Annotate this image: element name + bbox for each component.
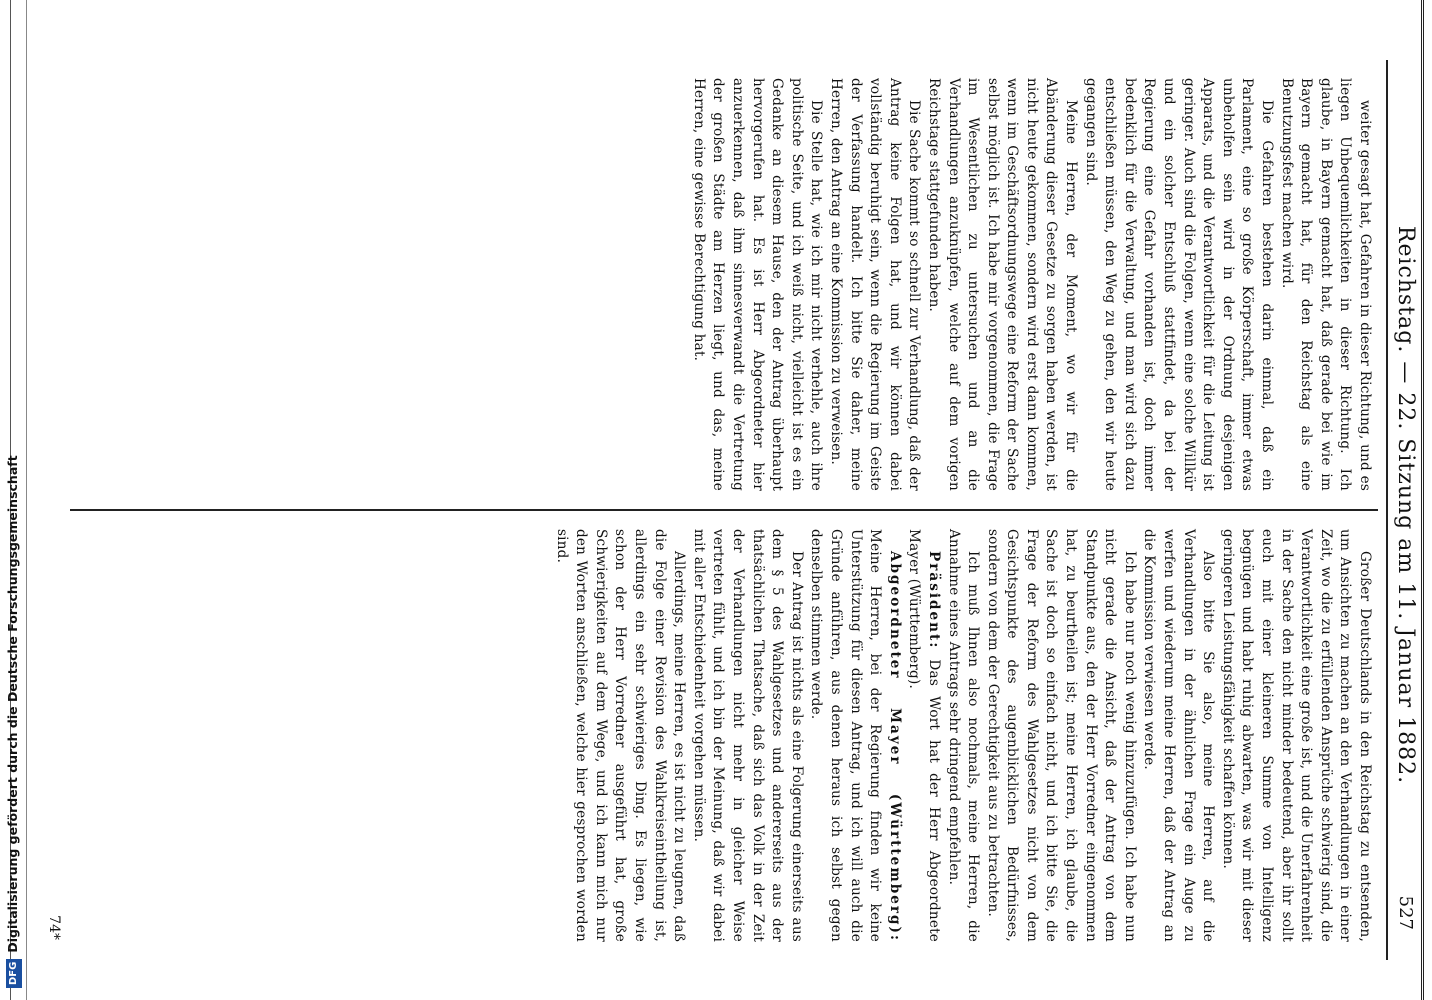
top-rule xyxy=(1421,0,1432,1000)
paragraph: Also bitte Sie also, meine Herren, auf die Verhandlungen in der ähnlichen Frage ein Auge zu werfen und wiederum meine Herren, daß der Antrag an die Kommission verwiesen werde. xyxy=(1141,529,1217,942)
speaker-label: Abgeordneter Mayer (Württemberg): xyxy=(886,551,903,942)
left-column xyxy=(70,60,1382,509)
president-label: Präsident: xyxy=(925,551,942,650)
paragraph: Ich habe nur noch wenig hinzuzufügen. Ich habe nun nicht gerade die Ansicht, daß der Antrag von dem Standpunkte aus, den der Herr Vorredner eingenommen hat, zu beurtheilen ist; meine Herren, ich glaube, die Sache ist doch so einfach nicht, und ich bitte Sie, die Frage der Reform des Wahlgesetzes nicht von dem Gesichtspunkte des augenblicklichen Bedürfnisses, sondern von dem der Gerechtigkeit aus zu betrachten. xyxy=(984,529,1138,942)
paragraph: Allerdings, meine Herren, es ist nicht zu leugnen, daß die Folge einer Revision des Wahlkreiseintheilung ist, allerdings ein sehr schwieriges Ding. Es liegen, wie schon der Herr Vorredner ausgeführt hat, große Schwierigkeiten auf dem Wege, und ich kann mich nur den Worten anschließen, welche hier gesprochen worden sind. xyxy=(553,529,688,942)
speaker-paragraph xyxy=(806,529,904,942)
paragraph: Der Antrag ist nichts als eine Folgerung einerseits aus dem § 5 des Wahlgesetzes und andererseits aus der thatsächlichen Thatsache, daß sich das Volk in der Zeit der Verhandlungen nicht mehr in gleicher Weise vertreten fühlt, und ich bin der Meinung, daß wir dabei mit aller Entschiedenheit vorgehen müssen. xyxy=(690,529,805,942)
page-title: Reichstag. — 22. Sitzung am 11. Januar 1882. xyxy=(1393,225,1419,785)
credit-strip xyxy=(2,0,28,1000)
dfg-logo: DFG xyxy=(6,959,22,988)
paragraph: Die Sache kommt so schnell zur Verhandlung, daß der Antrag keine Folgen hat, und wir können dabei vollständig beruhigt sein, wenn die Regierung im Geiste der Verfassung handelt. Ich bitte Sie daher, meine Herren, den Antrag an eine Kommission zu verweisen. xyxy=(827,78,923,491)
paragraph: Ich muß Ihnen also nochmals, meine Herren, die Annahme eines Antrags sehr dringend empfehlen. xyxy=(945,529,982,942)
sheet-signature: 74* xyxy=(46,915,62,940)
header-rule xyxy=(1386,60,1388,960)
right-column xyxy=(70,511,1382,960)
page-number: 527 xyxy=(1395,895,1417,930)
president-paragraph xyxy=(904,529,943,942)
speaker-text: Meine Herren, bei der Regierung finden wir keine Unterstützung für diesen Antrag, und ich will auch die Gründe anführen, aus denen heraus ich selbst gegen denselben stimmen werde. xyxy=(808,529,884,942)
text-columns xyxy=(70,60,1382,960)
paragraph: weiter gesagt hat, Gefahren in dieser Richtung, und es liegen Unbequemlichkeiten in dieser Richtung. Ich glaube, in Bayern gemacht hat, daß gerade bei wie im Bayern gemacht hat, für den Reichstag als eine Benutzungsfest machen wird. xyxy=(1278,78,1373,491)
paragraph: Meine Herren, der Moment, wo wir für die Abänderung dieser Gesetze zu sorgen haben werden, ist nicht heute gekommen, sondern wird erst dann kommen, wenn im Geschäftsordnungswege eine Reform der Sache selbst möglich ist. Ich habe mir vorgenommen, die Frage im Wesentlichen zu untersuchen und an die Verhandlungen anzuknüpfen, welche auf dem vorigen Reichstage stattgefunden haben. xyxy=(925,78,1080,491)
paragraph: Die Stelle hat, wie ich mir nicht verhehle, auch ihre politische Seite, und ich weiß nicht, vielleicht ist es ein Gedanke an diesem Hause, den der Antrag überhaupt hervorgerufen hat. Es ist Herr Abgeordneter hier anzuerkennen, daß ihm sinnesverwandt die Vertretung der großen Städte am Herzen liegt, und das, meine Herren, eine gewisse Berechtigung hat. xyxy=(690,78,825,491)
credit-line xyxy=(2,8,24,1000)
paragraph: Die Gefahren bestehen darin einmal, daß ein Parlament, eine so große Körperschaft, immer etwas unbeholfen sein wird in der Ordnung desjenigen Apparats, und die Verantwortlichkeit für die Leitung ist geringer. Auch sind die Folgen, wenn eine solche Willkür und ein solcher Entschluß stattfindet, da bei der Regierung eine Gefahr vorhanden ist, doch immer bedenklich für die Verwaltung, und man wird sich dazu entschließen müssen, den Weg zu gehen, den wir heute gegangen sind. xyxy=(1082,78,1276,491)
page-header xyxy=(1392,80,1420,930)
president-text: Das Wort hat der Herr Abgeordnete Mayer (Württemberg). xyxy=(906,529,942,942)
credit-text: Digitalisierung gefördert durch die Deutsche Forschungsgemeinschaft xyxy=(5,455,20,953)
paragraph: Großer Deutschlands in den Reichstag zu entsenden, um Ansichten zu machen an den Verhandlungen in einer Zeit, wo die zu erfüllenden Ansprüche schwierig sind, die Verantwortlichkeit eine große ist, und die Unerfahrenheit in der Sache den nicht minder bedeutend, aber ihr sollt euch mit einer kleineren Summe von Intelligenz begnügen und habt ruhig abwarten, was wir mit dieser geringeren Leistungsfähigkeit schaffen können. xyxy=(1219,529,1373,942)
